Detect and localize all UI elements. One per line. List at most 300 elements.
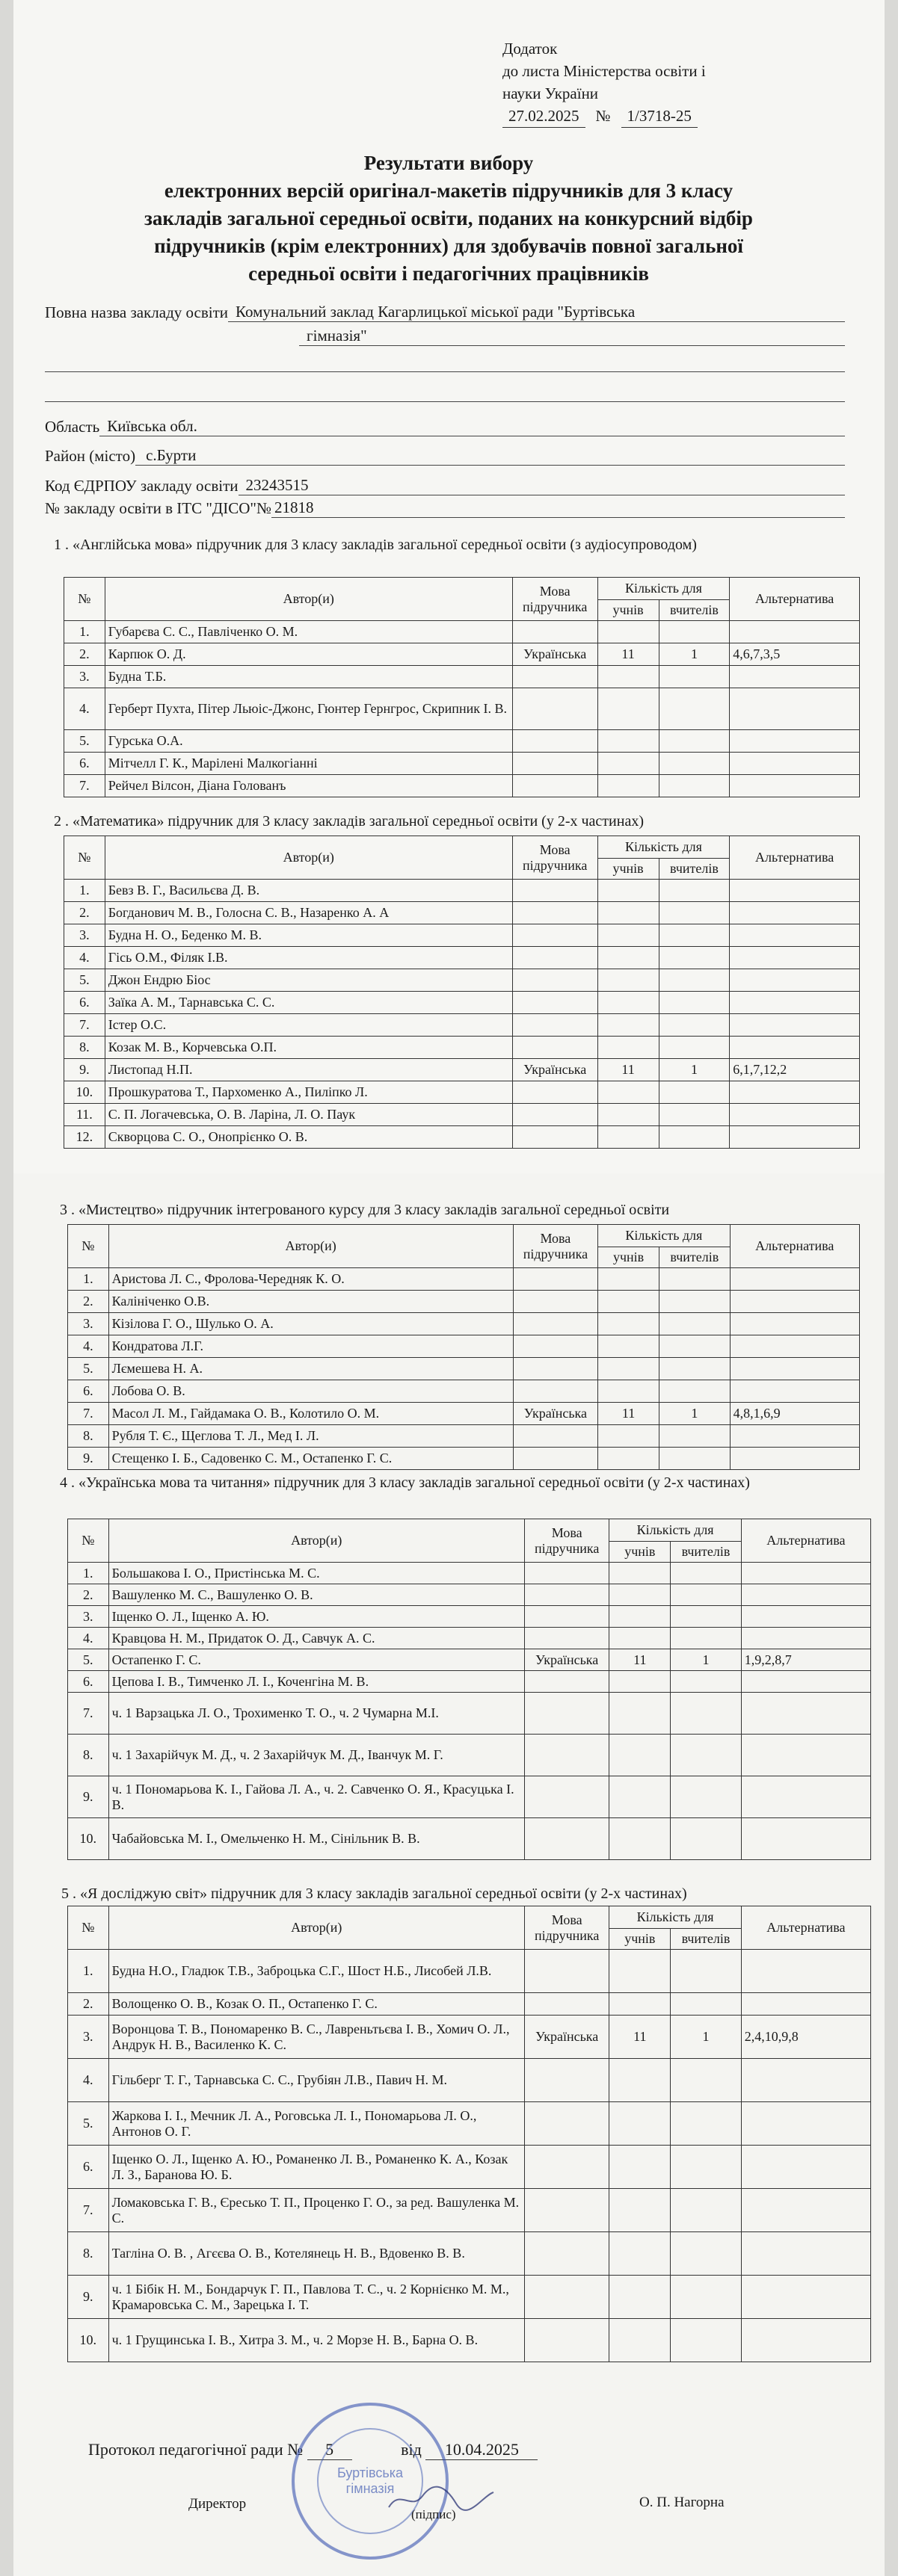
table-row bbox=[68, 2102, 871, 2146]
stamp-text: Буртівська гімназія bbox=[317, 2428, 423, 2534]
row-teachers bbox=[671, 2276, 741, 2319]
row-language bbox=[525, 2146, 609, 2189]
row-author: ч. 1 Захарійчук М. Д., ч. 2 Захарійчук М. Д., Іванчук М. Г. bbox=[108, 1735, 524, 1776]
row-number: 8. bbox=[68, 1735, 109, 1776]
addendum-date-line bbox=[502, 105, 706, 128]
row-language bbox=[512, 902, 597, 924]
row-students bbox=[597, 992, 659, 1014]
col-students: учнів bbox=[598, 1247, 659, 1268]
row-teachers bbox=[659, 688, 730, 730]
row-author: Рейчел Вілсон, Діана Голованъ bbox=[105, 775, 512, 797]
row-language bbox=[525, 1606, 609, 1628]
row-number: 4. bbox=[64, 688, 105, 730]
row-teachers bbox=[659, 1448, 731, 1470]
row-alternative bbox=[730, 621, 860, 643]
row-number: 7. bbox=[64, 775, 105, 797]
table-row bbox=[68, 1606, 871, 1628]
row-alternative bbox=[730, 969, 860, 992]
row-alternative bbox=[730, 1335, 859, 1358]
title-line: Результати вибору bbox=[363, 152, 534, 174]
col-language: Мова підручника bbox=[525, 1906, 609, 1950]
table-row bbox=[68, 2059, 871, 2102]
table-row bbox=[64, 1059, 860, 1081]
row-teachers bbox=[671, 2232, 741, 2276]
its-label: № закладу освіти в ІТС "ДІСО"№ bbox=[45, 499, 272, 517]
row-number: 2. bbox=[68, 1291, 109, 1313]
row-students bbox=[598, 1268, 659, 1291]
col-quantity: Кількість для bbox=[598, 1225, 730, 1247]
row-students bbox=[597, 1037, 659, 1059]
row-language bbox=[512, 1081, 597, 1104]
row-language bbox=[513, 1313, 597, 1335]
row-teachers bbox=[659, 992, 730, 1014]
section-title-5: 5 . «Я досліджую світ» підручник для 3 класу закладів загальної середньої освіти (у 2-х частинах) bbox=[61, 1885, 687, 1902]
row-number: 10. bbox=[68, 2319, 109, 2362]
row-number: 2. bbox=[64, 643, 105, 666]
row-number: 7. bbox=[64, 1014, 105, 1037]
row-alternative bbox=[730, 1448, 859, 1470]
row-number: 1. bbox=[64, 880, 105, 902]
row-students bbox=[609, 2059, 671, 2102]
table-row bbox=[64, 1081, 860, 1104]
row-students bbox=[609, 1776, 671, 1818]
row-alternative bbox=[741, 1776, 870, 1818]
row-teachers bbox=[671, 2102, 741, 2146]
row-number: 11. bbox=[64, 1104, 105, 1126]
row-language bbox=[525, 1671, 609, 1693]
table-row bbox=[68, 2276, 871, 2319]
col-author: Автор(и) bbox=[108, 1225, 513, 1268]
protocol-number: 5 bbox=[307, 2440, 352, 2460]
school-name-label: Повна назва закладу освіти bbox=[45, 303, 229, 321]
table-row bbox=[68, 1335, 860, 1358]
table-row bbox=[64, 992, 860, 1014]
row-language bbox=[525, 2232, 609, 2276]
row-teachers bbox=[659, 924, 730, 947]
table-row bbox=[68, 1993, 871, 2016]
row-students bbox=[609, 2276, 671, 2319]
row-students bbox=[597, 1081, 659, 1104]
table-row bbox=[68, 1735, 871, 1776]
director-name: О. П. Нагорна bbox=[639, 2495, 725, 2510]
col-teachers: вчителів bbox=[671, 1542, 741, 1563]
col-quantity: Кількість для bbox=[597, 836, 730, 859]
table-row bbox=[68, 1628, 871, 1649]
row-language bbox=[525, 1628, 609, 1649]
table-english bbox=[64, 577, 860, 797]
row-language bbox=[513, 1425, 597, 1448]
table-row bbox=[64, 947, 860, 969]
row-author: Губарєва С. С., Павліченко О. М. bbox=[105, 621, 512, 643]
row-author: Большакова І. О., Пристінська М. С. bbox=[108, 1563, 524, 1584]
row-author: Воронцова Т. В., Пономаренко В. С., Лавреньтьєва І. В., Хомич О. Л., Андрук Н. В., Василенко К. С. bbox=[108, 2016, 524, 2059]
row-alternative bbox=[730, 1081, 860, 1104]
row-students bbox=[609, 1735, 671, 1776]
row-number: 6. bbox=[64, 753, 105, 775]
row-alternative bbox=[730, 947, 860, 969]
row-author: Карпюк О. Д. bbox=[105, 643, 512, 666]
table-row bbox=[64, 643, 860, 666]
row-number: 6. bbox=[68, 1671, 109, 1693]
row-teachers bbox=[671, 1563, 741, 1584]
row-teachers bbox=[659, 1358, 731, 1380]
row-students: 11 bbox=[609, 1649, 671, 1671]
row-author: Кізілова Г. О., Шулько О. А. bbox=[108, 1313, 513, 1335]
row-alternative bbox=[730, 775, 860, 797]
row-alternative bbox=[730, 1358, 859, 1380]
table-row bbox=[68, 1380, 860, 1403]
row-author: Жаркова І. І., Мечник Л. А., Роговська Л. І., Пономарьова Л. О., Антонов О. Г. bbox=[108, 2102, 524, 2146]
row-teachers: 1 bbox=[659, 1403, 731, 1425]
row-teachers bbox=[659, 621, 730, 643]
row-alternative bbox=[741, 2276, 870, 2319]
row-language bbox=[512, 730, 597, 753]
row-language: Українська bbox=[512, 643, 597, 666]
col-author: Автор(и) bbox=[105, 836, 512, 880]
table-row bbox=[68, 2146, 871, 2189]
row-author: Кравцова Н. М., Придаток О. Д., Савчук А. С. bbox=[108, 1628, 524, 1649]
row-teachers bbox=[659, 1313, 731, 1335]
row-author: Іщенко О. Л., Іщенко А. Ю., Романенко Л. В., Романенко К. А., Козак Л. З., Баранова Ю. Б. bbox=[108, 2146, 524, 2189]
row-students bbox=[598, 1313, 659, 1335]
row-students: 11 bbox=[598, 1403, 659, 1425]
row-students bbox=[609, 1818, 671, 1860]
row-author: Будна Н.О., Гладюк Т.В., Забрoцька С.Г., Шост Н.Б., Лисобей Л.В. bbox=[108, 1950, 524, 1993]
col-author: Автор(и) bbox=[108, 1519, 524, 1563]
edrpou-label: Код ЄДРПОУ закладу освіти bbox=[45, 477, 239, 495]
row-students: 11 bbox=[597, 1059, 659, 1081]
table-row bbox=[68, 1671, 871, 1693]
row-alternative bbox=[730, 924, 860, 947]
row-number: 12. bbox=[64, 1126, 105, 1149]
section-title-2: 2 . «Математика» підручник для 3 класу закладів загальної середньої освіти (у 2-х частинах) bbox=[54, 813, 644, 830]
row-number: 4. bbox=[64, 947, 105, 969]
row-author: Масол Л. М., Гайдамака О. В., Колотило О. М. bbox=[108, 1403, 513, 1425]
row-language: Українська bbox=[525, 1649, 609, 1671]
row-author: Листопад Н.П. bbox=[105, 1059, 512, 1081]
row-author: Гільберг Т. Г., Тарнавська С. С., Грубіян Л.В., Павич Н. М. bbox=[108, 2059, 524, 2102]
row-author: Герберт Пухта, Пітер Льюіс-Джонс, Гюнтер Гернгрос, Скрипник І. В. bbox=[105, 688, 512, 730]
row-students bbox=[597, 880, 659, 902]
row-teachers bbox=[671, 2319, 741, 2362]
table-row bbox=[64, 902, 860, 924]
row-alternative: 2,4,10,9,8 bbox=[741, 2016, 870, 2059]
row-language: Українська bbox=[525, 2016, 609, 2059]
row-language bbox=[525, 1993, 609, 2016]
row-alternative bbox=[741, 2189, 870, 2232]
row-students bbox=[597, 775, 659, 797]
row-number: 8. bbox=[64, 1037, 105, 1059]
row-alternative: 4,6,7,3,5 bbox=[730, 643, 860, 666]
row-number: 6. bbox=[68, 1380, 109, 1403]
row-language: Українська bbox=[513, 1403, 597, 1425]
table-world bbox=[67, 1906, 871, 2362]
row-author: Іщенко О. Л., Іщенко А. Ю. bbox=[108, 1606, 524, 1628]
row-language bbox=[512, 775, 597, 797]
row-author: Лємешева Н. А. bbox=[108, 1358, 513, 1380]
row-students bbox=[609, 2102, 671, 2146]
row-number: 2. bbox=[68, 1584, 109, 1606]
title-line: середньої освіти і педагогічних працівників bbox=[248, 262, 649, 285]
protocol-label: Протокол педагогічної ради № bbox=[88, 2440, 304, 2459]
row-language: Українська bbox=[512, 1059, 597, 1081]
row-author: Лобова О. В. bbox=[108, 1380, 513, 1403]
row-language bbox=[512, 1037, 597, 1059]
row-number: 1. bbox=[68, 1268, 109, 1291]
table-row bbox=[68, 1358, 860, 1380]
row-language bbox=[513, 1448, 597, 1470]
row-teachers bbox=[671, 1776, 741, 1818]
letter-no-label: № bbox=[595, 107, 611, 125]
row-students bbox=[598, 1380, 659, 1403]
row-teachers bbox=[671, 1818, 741, 1860]
row-author: Прошкуратова Т., Пархоменко А., Пиліпко Л. bbox=[105, 1081, 512, 1104]
row-teachers bbox=[659, 1037, 730, 1059]
row-alternative bbox=[730, 753, 860, 775]
row-teachers bbox=[671, 1693, 741, 1735]
table-row bbox=[68, 1776, 871, 1818]
row-alternative bbox=[741, 2319, 870, 2362]
school-name-field-cont bbox=[299, 327, 845, 346]
table-row bbox=[68, 2232, 871, 2276]
addendum-block bbox=[502, 37, 706, 128]
row-language bbox=[525, 2319, 609, 2362]
table-row bbox=[68, 1563, 871, 1584]
row-number: 5. bbox=[68, 1649, 109, 1671]
row-number: 1. bbox=[68, 1563, 109, 1584]
row-number: 9. bbox=[64, 1059, 105, 1081]
row-author: Будна Н. О., Беденко М. В. bbox=[105, 924, 512, 947]
table-row bbox=[64, 775, 860, 797]
row-author: ч. 1 Грущинська І. В., Хитра З. М., ч. 2 Морзе Н. В., Барна О. В. bbox=[108, 2319, 524, 2362]
table-row bbox=[68, 2189, 871, 2232]
row-alternative bbox=[730, 1291, 859, 1313]
row-language bbox=[525, 2059, 609, 2102]
table-row bbox=[68, 1584, 871, 1606]
table-row bbox=[68, 2016, 871, 2059]
edrpou-field bbox=[45, 476, 845, 495]
row-alternative bbox=[741, 1993, 870, 2016]
row-language bbox=[512, 688, 597, 730]
row-teachers: 1 bbox=[659, 1059, 730, 1081]
row-teachers: 1 bbox=[671, 2016, 741, 2059]
row-author: Козак М. В., Корчевська О.П. bbox=[105, 1037, 512, 1059]
row-language bbox=[525, 2189, 609, 2232]
col-number: № bbox=[68, 1906, 109, 1950]
row-number: 5. bbox=[64, 969, 105, 992]
row-alternative bbox=[730, 880, 860, 902]
title-line: електронних версій оригінал-макетів підручників для 3 класу bbox=[164, 179, 734, 202]
row-number: 7. bbox=[68, 1403, 109, 1425]
row-alternative: 4,8,1,6,9 bbox=[730, 1403, 859, 1425]
col-alternative: Альтернатива bbox=[741, 1519, 870, 1563]
district-field bbox=[45, 446, 845, 466]
row-language bbox=[525, 2276, 609, 2319]
row-author: ч. 1 Варзацька Л. О., Трохименко Т. О., ч. 2 Чумарна М.І. bbox=[108, 1693, 524, 1735]
district-value: с.Бурти bbox=[135, 446, 845, 466]
table-row bbox=[64, 688, 860, 730]
row-language bbox=[525, 2102, 609, 2146]
row-alternative bbox=[730, 1037, 860, 1059]
row-teachers bbox=[671, 1671, 741, 1693]
row-students bbox=[597, 1126, 659, 1149]
row-number: 10. bbox=[64, 1081, 105, 1104]
table-row bbox=[64, 730, 860, 753]
row-language bbox=[512, 947, 597, 969]
row-author: ч. 1 Бібік Н. М., Бондарчук Г. П., Павлова Т. С., ч. 2 Корнієнко М. М., Крамаровська С. М., Зарецька І. Т. bbox=[108, 2276, 524, 2319]
row-author: ч. 1 Пономарьова К. І., Гайова Л. А., ч. 2. Савченко О. Я., Красуцька І. В. bbox=[108, 1776, 524, 1818]
table-row bbox=[64, 753, 860, 775]
row-alternative bbox=[741, 2146, 870, 2189]
row-students bbox=[609, 1606, 671, 1628]
row-language bbox=[512, 1104, 597, 1126]
row-teachers bbox=[659, 969, 730, 992]
oblast-field bbox=[45, 417, 845, 436]
col-number: № bbox=[68, 1519, 109, 1563]
row-language bbox=[513, 1268, 597, 1291]
col-alternative: Альтернатива bbox=[741, 1906, 870, 1950]
row-number: 8. bbox=[68, 2232, 109, 2276]
row-number: 7. bbox=[68, 2189, 109, 2232]
row-teachers bbox=[671, 1628, 741, 1649]
col-alternative: Альтернатива bbox=[730, 1225, 859, 1268]
oblast-value: Київська обл. bbox=[99, 417, 845, 436]
row-author: Богданович М. В., Голосна С. В., Назаренко А. А bbox=[105, 902, 512, 924]
col-language: Мова підручника bbox=[525, 1519, 609, 1563]
col-quantity: Кількість для bbox=[609, 1519, 741, 1542]
row-students bbox=[597, 688, 659, 730]
table-row bbox=[68, 1649, 871, 1671]
row-author: Заїка А. М., Тарнавська С. С. bbox=[105, 992, 512, 1014]
row-author: Гісь О.М., Філяк І.В. bbox=[105, 947, 512, 969]
row-students bbox=[597, 1014, 659, 1037]
row-language bbox=[512, 924, 597, 947]
row-students bbox=[609, 1628, 671, 1649]
table-math bbox=[64, 835, 860, 1149]
addendum-line-3: науки України bbox=[502, 84, 599, 102]
row-language bbox=[513, 1291, 597, 1313]
table-row bbox=[64, 621, 860, 643]
col-author: Автор(и) bbox=[108, 1906, 524, 1950]
row-author: Гурська О.А. bbox=[105, 730, 512, 753]
row-students bbox=[598, 1448, 659, 1470]
row-number: 2. bbox=[64, 902, 105, 924]
row-number: 9. bbox=[68, 1448, 109, 1470]
row-author: С. П. Логачевська, О. В. Ларіна, Л. О. Паук bbox=[105, 1104, 512, 1126]
table-row bbox=[64, 1126, 860, 1149]
title-line: закладів загальної середньої освіти, поданих на конкурсний відбір bbox=[144, 207, 753, 229]
row-alternative bbox=[730, 992, 860, 1014]
row-alternative bbox=[741, 2059, 870, 2102]
col-alternative: Альтернатива bbox=[730, 578, 860, 621]
row-alternative bbox=[730, 1380, 859, 1403]
row-language bbox=[525, 1950, 609, 1993]
row-author: Рубля Т. Є., Щеглова Т. Л., Мед І. Л. bbox=[108, 1425, 513, 1448]
table-row bbox=[68, 1313, 860, 1335]
addendum-line-1: Додаток bbox=[502, 40, 558, 58]
table-row bbox=[68, 1950, 871, 1993]
row-author: Скворцова С. О., Онопрієнко О. В. bbox=[105, 1126, 512, 1149]
row-number: 4. bbox=[68, 2059, 109, 2102]
row-number: 6. bbox=[64, 992, 105, 1014]
row-language bbox=[525, 1693, 609, 1735]
row-teachers bbox=[671, 1950, 741, 1993]
row-teachers: 1 bbox=[671, 1649, 741, 1671]
row-language bbox=[513, 1380, 597, 1403]
row-author: Аристова Л. С., Фролова-Чередняк К. О. bbox=[108, 1268, 513, 1291]
col-students: учнів bbox=[597, 859, 659, 880]
row-alternative bbox=[741, 1606, 870, 1628]
col-teachers: вчителів bbox=[659, 859, 730, 880]
row-language bbox=[525, 1563, 609, 1584]
col-quantity: Кількість для bbox=[597, 578, 730, 600]
col-number: № bbox=[64, 578, 105, 621]
table-row bbox=[64, 666, 860, 688]
blank-line bbox=[45, 401, 845, 402]
director-label: Директор bbox=[188, 2496, 247, 2512]
row-alternative bbox=[741, 1693, 870, 1735]
row-number: 2. bbox=[68, 1993, 109, 2016]
row-students bbox=[609, 1993, 671, 2016]
row-alternative: 1,9,2,8,7 bbox=[741, 1649, 870, 1671]
row-alternative bbox=[730, 902, 860, 924]
row-students bbox=[597, 947, 659, 969]
row-number: 3. bbox=[68, 2016, 109, 2059]
row-teachers bbox=[659, 666, 730, 688]
row-students bbox=[597, 969, 659, 992]
row-teachers bbox=[659, 753, 730, 775]
row-number: 4. bbox=[68, 1335, 109, 1358]
row-students bbox=[598, 1358, 659, 1380]
row-alternative bbox=[730, 1104, 860, 1126]
col-author: Автор(и) bbox=[105, 578, 512, 621]
document-title bbox=[30, 149, 867, 288]
row-students bbox=[609, 2189, 671, 2232]
row-number: 4. bbox=[68, 1628, 109, 1649]
row-author: Тагліна О. В. , Агєєва О. В., Котелянець Н. В., Вдовенко В. В. bbox=[108, 2232, 524, 2276]
col-language: Мова підручника bbox=[512, 578, 597, 621]
edrpou-value: 23243515 bbox=[239, 476, 846, 495]
signature-caption: (підпис) bbox=[411, 2507, 456, 2521]
row-language bbox=[512, 621, 597, 643]
row-teachers bbox=[659, 1425, 731, 1448]
row-author: Стещенко І. Б., Садовенко С. М., Остапенко Г. С. bbox=[108, 1448, 513, 1470]
row-teachers bbox=[671, 1584, 741, 1606]
col-quantity: Кількість для bbox=[609, 1906, 741, 1929]
row-students bbox=[598, 1425, 659, 1448]
table-row bbox=[68, 1403, 860, 1425]
row-students bbox=[597, 666, 659, 688]
row-number: 9. bbox=[68, 2276, 109, 2319]
row-author: Остапенко Г. С. bbox=[108, 1649, 524, 1671]
row-number: 10. bbox=[68, 1818, 109, 1860]
row-teachers bbox=[671, 2059, 741, 2102]
row-alternative bbox=[741, 1584, 870, 1606]
row-language bbox=[512, 1014, 597, 1037]
row-students bbox=[609, 1693, 671, 1735]
row-students bbox=[597, 902, 659, 924]
row-number: 5. bbox=[64, 730, 105, 753]
its-field bbox=[45, 498, 845, 518]
row-teachers bbox=[659, 1104, 730, 1126]
row-number: 3. bbox=[68, 1606, 109, 1628]
row-alternative bbox=[741, 1671, 870, 1693]
col-teachers: вчителів bbox=[671, 1929, 741, 1950]
row-author: Будна Т.Б. bbox=[105, 666, 512, 688]
row-students bbox=[597, 924, 659, 947]
row-alternative bbox=[741, 1735, 870, 1776]
row-teachers bbox=[659, 902, 730, 924]
